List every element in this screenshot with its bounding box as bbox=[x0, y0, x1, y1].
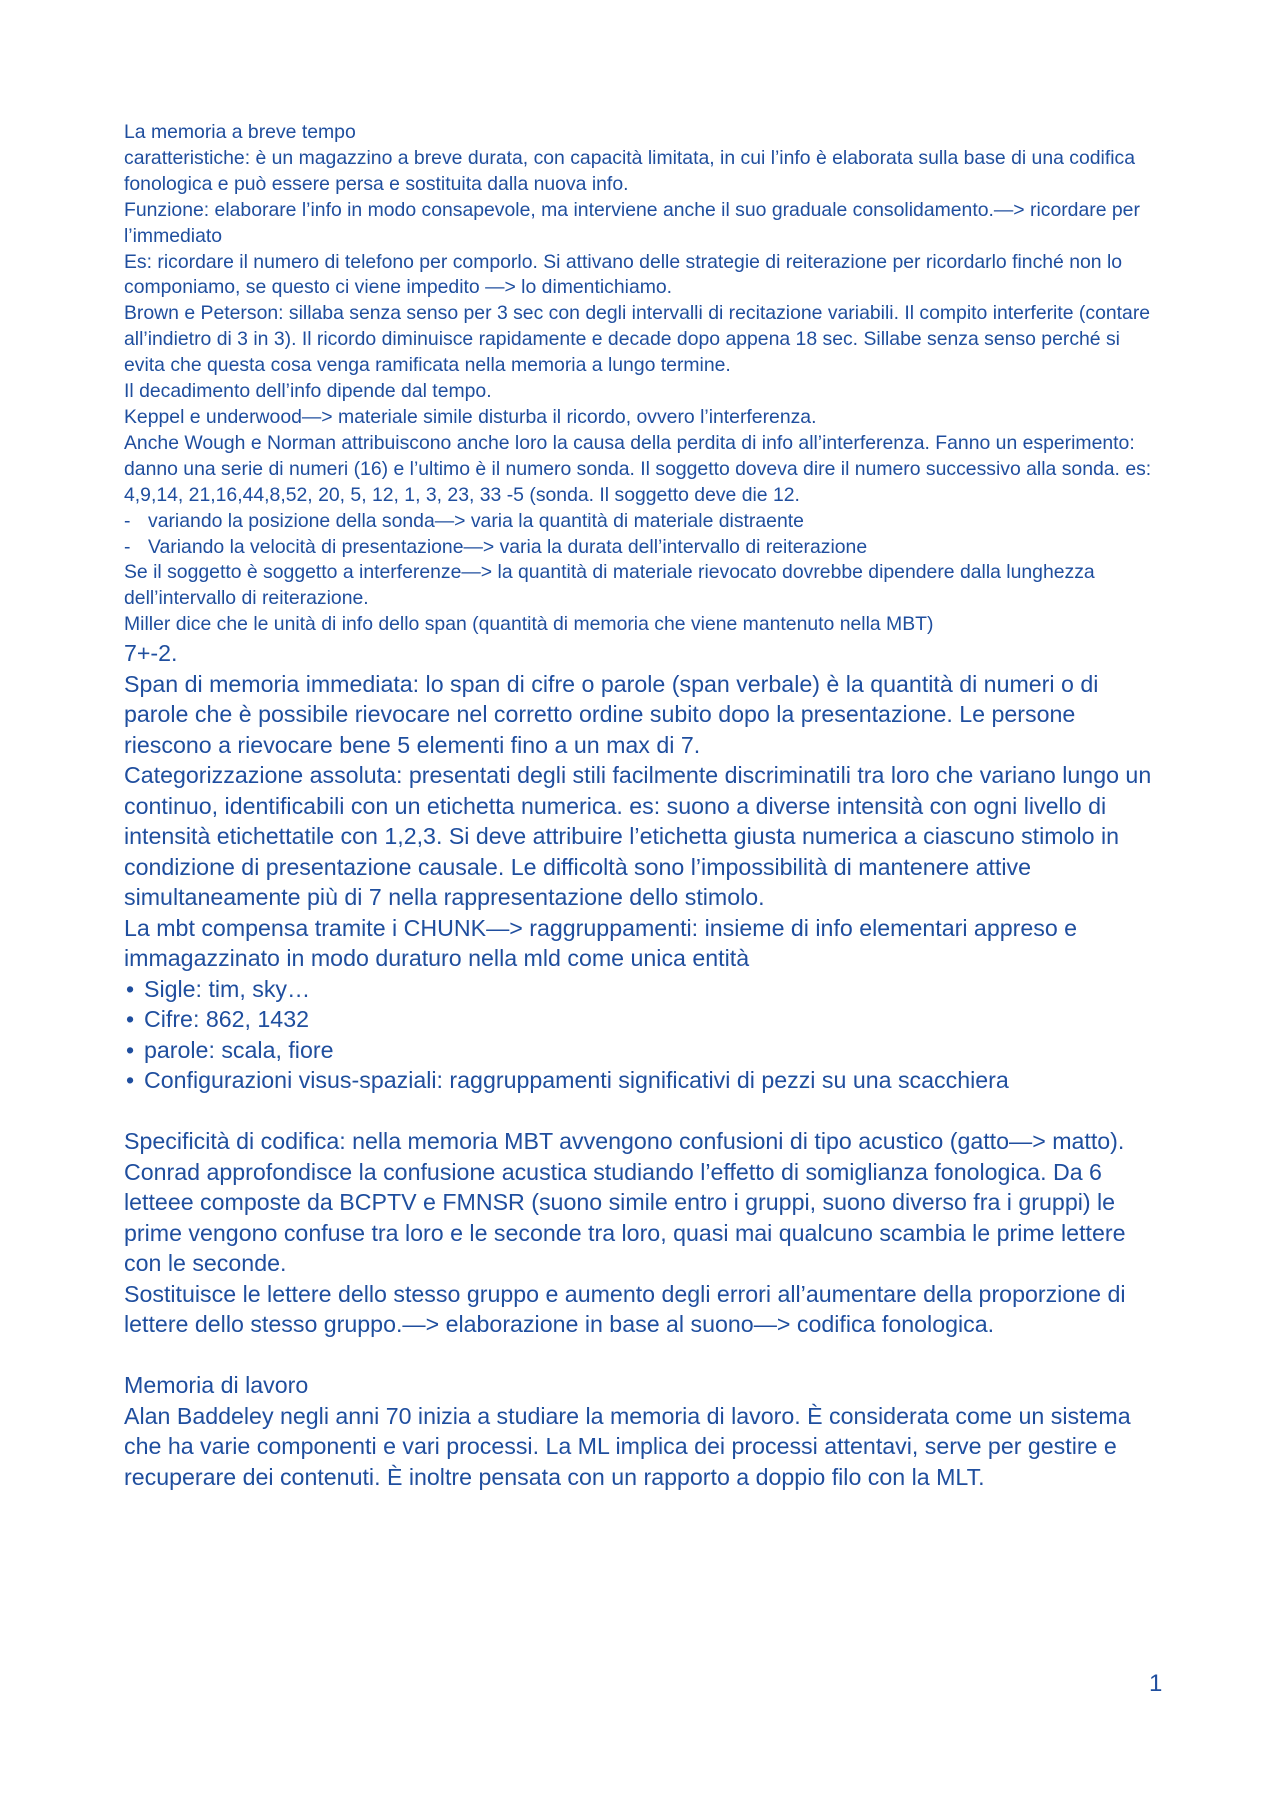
bullet-marker: • bbox=[126, 1006, 135, 1033]
paragraph-waugh-norman: Anche Wough e Norman attribuiscono anche loro la causa della perdita di info all’interferenza. Fanno un esperimento: danno una serie di numeri (16) e l’ultimo è il numero sonda. Il soggetto doveva dire il numero successivo alla sonda. es: 4,9,14, 21,16,44,8,52, 20, 5, 12, 1, 3, 23, 33 -5 (sonda. Il soggetto deve die 12. bbox=[124, 431, 1152, 506]
paragraph-chunk: La mbt compensa tramite i CHUNK—> raggruppamenti: insieme di info elementari appreso e immagazzinato in modo duraturo nella mld come unica entità bbox=[124, 914, 1078, 972]
paragraph-miller: Miller dice che le unità di info dello span (quantità di memoria che viene mantenuto nella MBT) bbox=[124, 613, 934, 636]
bullet-marker: • bbox=[126, 1036, 135, 1063]
paragraph-absolute-categorization: Categorizzazione assoluta: presentati degli stili facilmente discriminatili tra loro che variano lungo un continuo, identificabili con un etichetta numerica. es: suono a diverse intensità con ogni livello di intensità etichettatile con 1,2,3. Si deve attribuire l’etichetta giusta numerica a ciascuno stimolo in condizione di presentazione causale. Le difficoltà sono l’impossibilità di mantenere attive simultaneamente più di 7 nella rappresentazione dello stimolo. bbox=[124, 762, 1152, 911]
paragraph-decay: Il decadimento dell’info dipende dal tempo. bbox=[124, 380, 492, 403]
dash-list-item bbox=[124, 535, 1164, 561]
paragraph-memory-span: Span di memoria immediata: lo span di cifre o parole (span verbale) è la quantità di numeri o di parole che è possibile rievocare nel corretto ordine subito dopo la presentazione. Le persone riescono a rievocare bene 5 elementi fino a un max di 7. bbox=[124, 670, 1099, 758]
bullet-item-text: Cifre: 862, 1432 bbox=[144, 1006, 309, 1033]
paragraph-seven-plus-minus-two: 7+-2. bbox=[124, 640, 178, 667]
bullet-item-text: Configurazioni visus-spaziali: raggruppamenti significativi di pezzi su una scacchiera bbox=[144, 1067, 1009, 1094]
bullet-item-text: Sigle: tim, sky… bbox=[144, 975, 311, 1002]
dash-list-item bbox=[124, 509, 1164, 535]
page-number: 1 bbox=[1149, 1670, 1163, 1697]
dash-marker: - bbox=[124, 509, 131, 532]
bullet-marker: • bbox=[126, 1067, 135, 1094]
page-content bbox=[124, 120, 1164, 1492]
paragraph-function: Funzione: elaborare l’info in modo consapevole, ma interviene anche il suo graduale consolidamento.—> ricordare per l’immediato bbox=[124, 198, 1140, 247]
paragraph-example: Es: ricordare il numero di telefono per comporlo. Si attivano delle strategie di reiterazione per ricordarlo finché non lo componiamo, se questo ci viene impedito —> lo dimentichiamo. bbox=[124, 250, 1123, 299]
dash-marker: - bbox=[124, 535, 131, 558]
bullet-list-item bbox=[124, 1035, 1164, 1066]
paragraph-brown-peterson: Brown e Peterson: sillaba senza senso per 3 sec con degli intervalli di recitazione variabili. Il compito interferite (contare all’indietro di 3 in 3). Il ricordo diminuisce rapidamente e decade dopo appena 18 sec. Sillabe senza senso perché si evita che questa cosa venga ramificata nella memoria a lungo termine. bbox=[124, 302, 1151, 377]
paragraph-keppel-underwood: Keppel e underwood—> materiale simile disturba il ricordo, ovvero l’interferenza. bbox=[124, 405, 817, 428]
bullet-marker: • bbox=[126, 975, 135, 1002]
dash-item-text: Variando la velocità di presentazione—> varia la durata dell’intervallo di reiterazione bbox=[148, 535, 868, 558]
paragraph-substitution: Sostituisce le lettere dello stesso gruppo e aumento degli errori all’aumentare della proporzione di lettere dello stesso gruppo.—> elaborazione in base al suono—> codifica fonologica. bbox=[124, 1280, 1126, 1338]
bullet-item-text: parole: scala, fiore bbox=[144, 1036, 334, 1063]
bullet-list-item bbox=[124, 974, 1164, 1005]
section-title-short-term-memory: La memoria a breve tempo bbox=[124, 121, 356, 143]
dash-item-text: variando la posizione della sonda—> varia la quantità di materiale distraente bbox=[148, 509, 804, 532]
blank-line bbox=[124, 1096, 1164, 1127]
paragraph-conrad: Conrad approfondisce la confusione acustica studiando l’effetto di somiglianza fonologica. Da 6 letteee composte da BCPTV e FMNSR (suono simile entro i gruppi, suono diverso fra i gruppi) le prime vengono confuse tra loro e le seconde tra loro, quasi mai qualcuno scambia le prime lettere con le seconde. bbox=[124, 1158, 1126, 1277]
paragraph-characteristics: caratteristiche: è un magazzino a breve durata, con capacità limitata, in cui l’info è elaborata sulla base di una codifica fonologica e può essere persa e sostituita dalla nuova info. bbox=[124, 146, 1136, 195]
bullet-list-item bbox=[124, 1004, 1164, 1035]
paragraph-baddeley: Alan Baddeley negli anni 70 inizia a studiare la memoria di lavoro. È considerata come un sistema che ha varie componenti e vari processi. La ML implica dei processi attentavi, serve per gestire e recuperare dei contenuti. È inoltre pensata con un rapporto a doppio filo con la MLT. bbox=[124, 1402, 1131, 1490]
blank-line bbox=[124, 1340, 1164, 1371]
paragraph-interference: Se il soggetto è soggetto a interferenze—> la quantità di materiale rievocato dovrebbe dipendere dalla lunghezza dell’intervallo di reiterazione. bbox=[124, 561, 1095, 610]
bullet-list-item bbox=[124, 1065, 1164, 1096]
paragraph-encoding-specificity: Specificità di codifica: nella memoria MBT avvengono confusioni di tipo acustico (gatto—> matto). bbox=[124, 1128, 1125, 1155]
section-title-working-memory: Memoria di lavoro bbox=[124, 1372, 309, 1399]
